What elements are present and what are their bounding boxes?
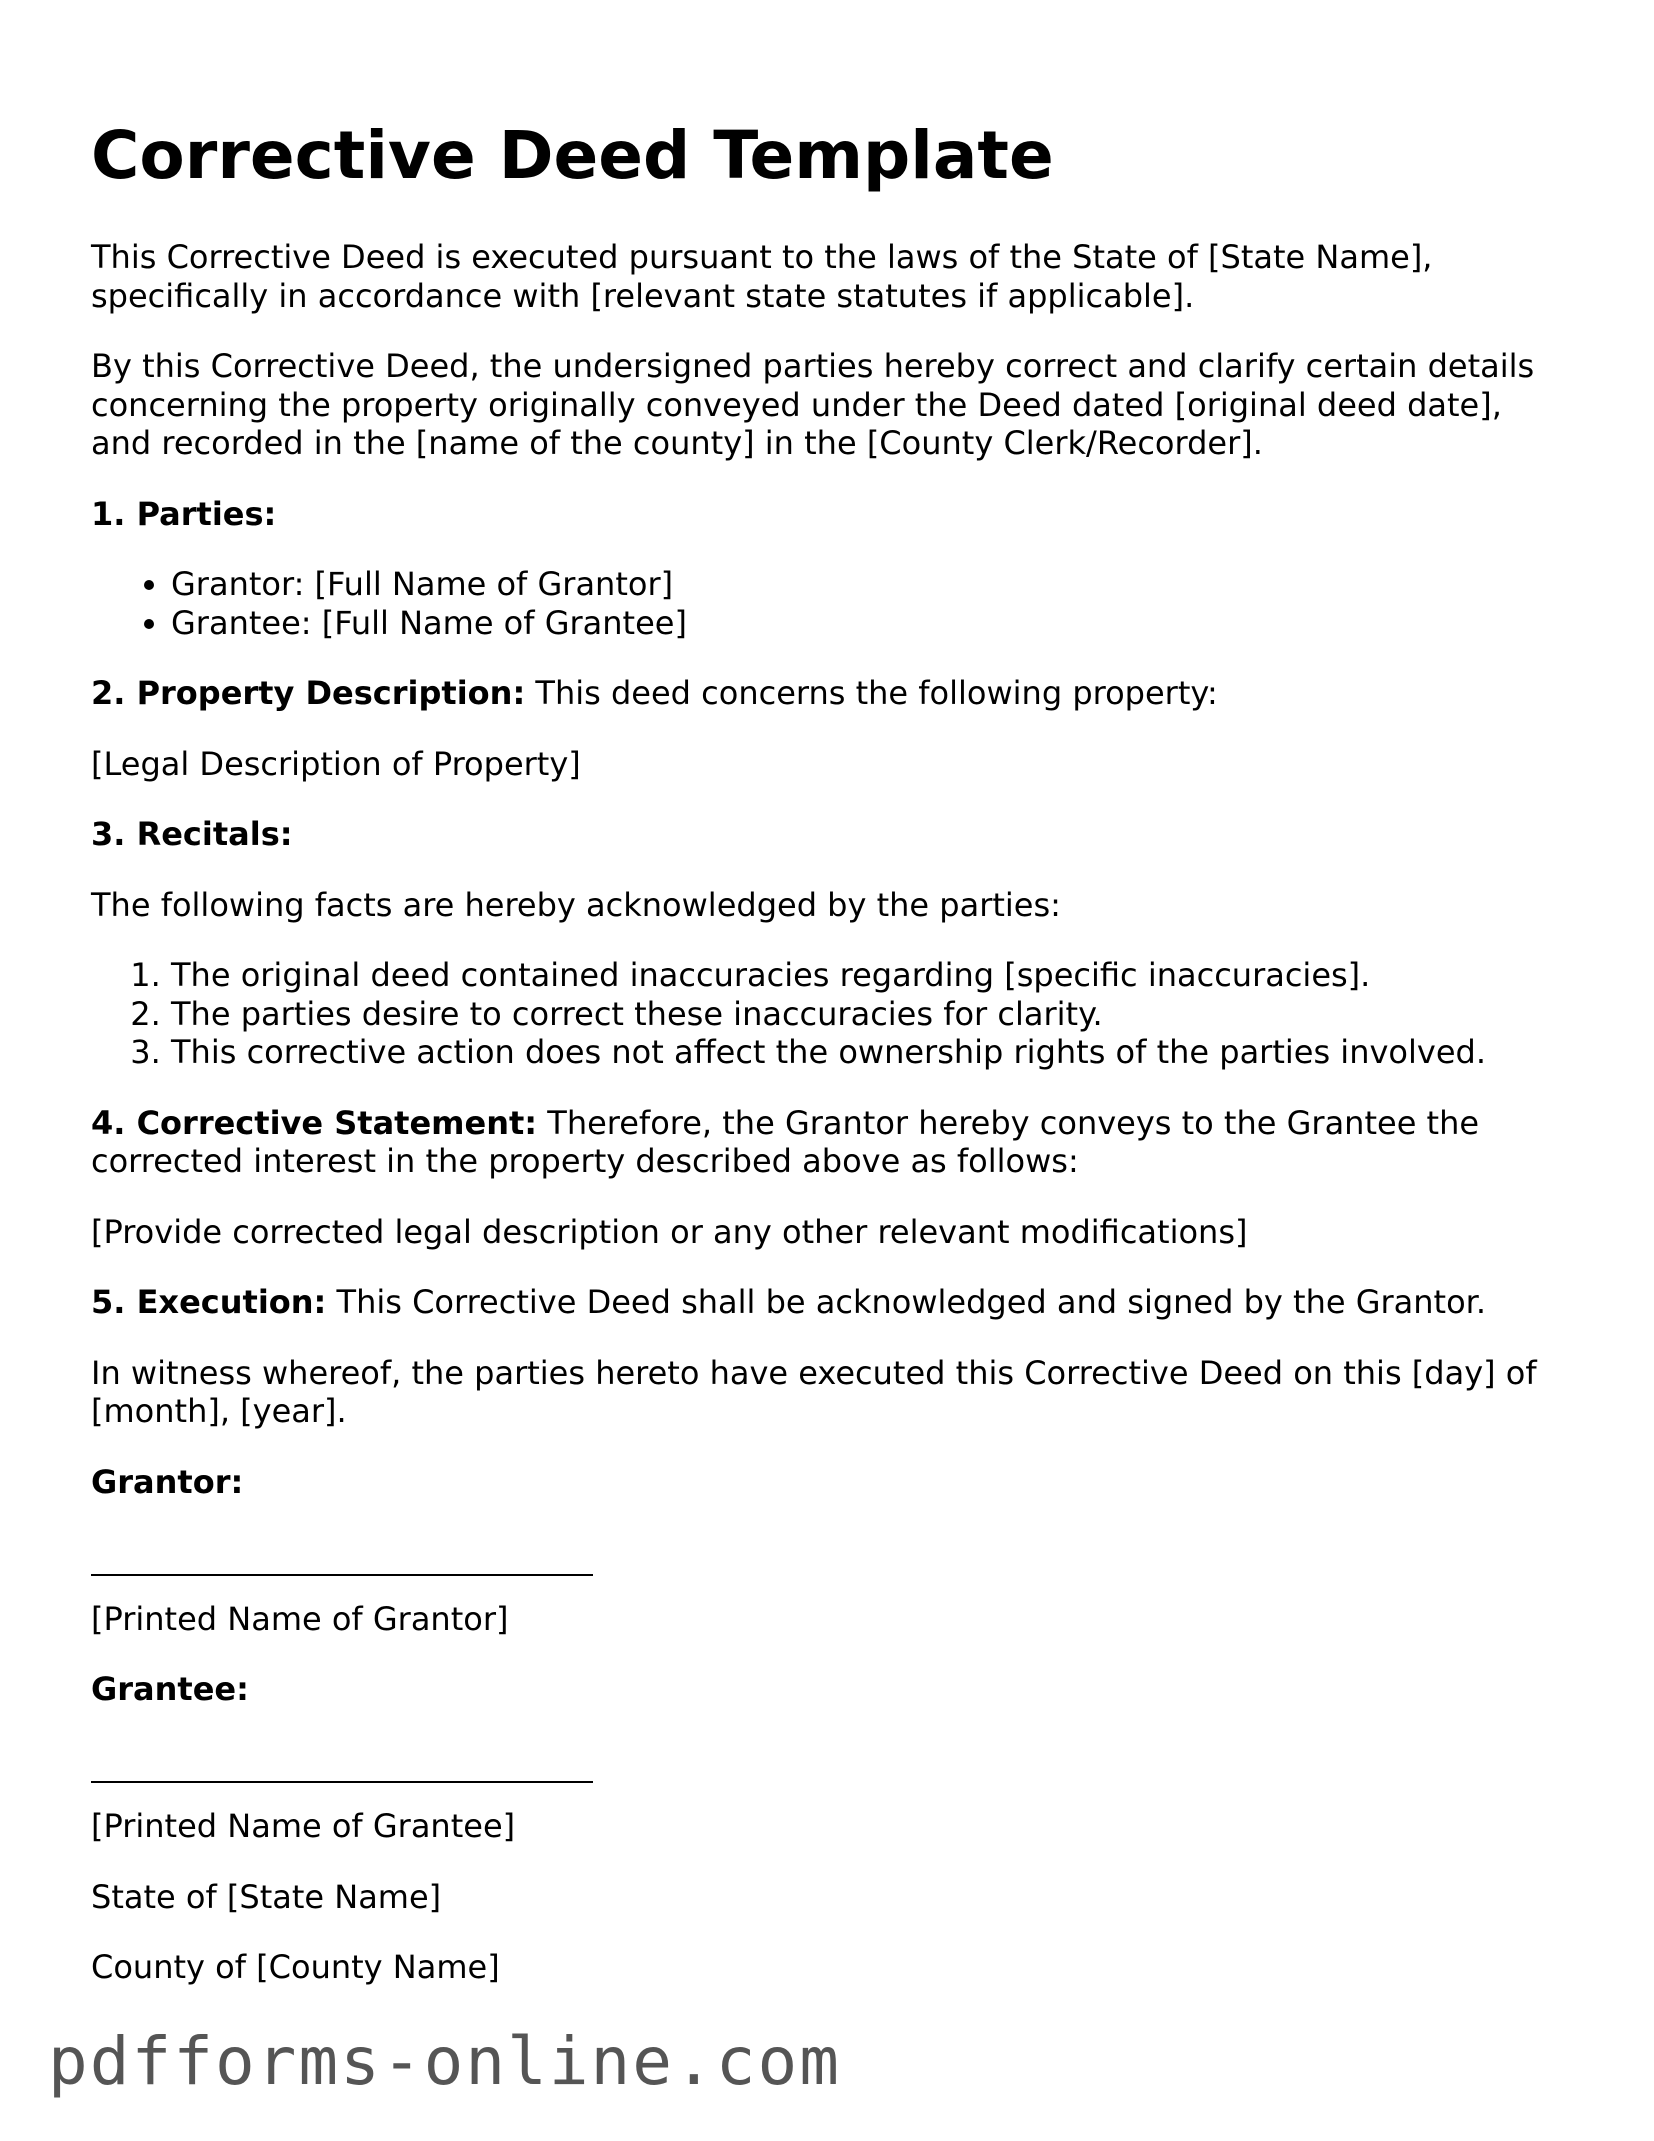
state-line: State of [State Name] — [91, 1877, 442, 1916]
witness-paragraph: In witness whereof, the parties hereto have executed this Corrective Deed on this [day] of [month], [year]. — [91, 1353, 1537, 1430]
grantee-label: Grantee: — [91, 1670, 249, 1708]
grantee-printed-name: [Printed Name of Grantee] — [91, 1807, 516, 1845]
property-description: [Legal Description of Property] — [91, 744, 581, 783]
list-item: • Grantor: [Full Name of Grantor] — [171, 565, 1571, 604]
grantee-signature-line — [91, 1749, 1571, 1788]
watermark: pdfforms-online.com — [48, 2023, 841, 2100]
list-item: 3. This corrective action does not affect the ownership rights of the parties involved. — [171, 1033, 1571, 1072]
parties-list — [91, 565, 1571, 642]
page-title: Corrective Deed Template — [91, 117, 1054, 194]
property-text: This deed concerns the following property: — [525, 674, 1218, 712]
county-line: County of [County Name] — [91, 1948, 500, 1986]
recitals-lead: The following facts are hereby acknowledged by the parties: — [91, 885, 1061, 924]
preamble-paragraph: By this Corrective Deed, the undersigned parties hereby correct and clarify certain details concerning the property originally conveyed under the Deed dated [original deed date], and recorded in the [name of the county] in the [County Clerk/Recorder]. — [91, 347, 1535, 462]
execution-section — [91, 1283, 1571, 1322]
document-page — [91, 108, 1571, 2019]
grantor-label: Grantor: — [91, 1462, 244, 1501]
intro-paragraph: This Corrective Deed is executed pursuant to the laws of the State of [State Name], specifically in accordance with [relevant state statutes if applicable]. — [91, 238, 1433, 315]
corrective-section — [91, 1104, 1571, 1181]
corrective-details: [Provide corrected legal description or any other relevant modifications] — [91, 1212, 1248, 1251]
property-section — [91, 674, 1571, 713]
list-item: • Grantee: [Full Name of Grantee] — [171, 604, 1571, 643]
execution-heading: 5. Execution: — [91, 1283, 327, 1321]
grantor-signature-line — [91, 1541, 1571, 1580]
list-item: 2. The parties desire to correct these inaccuracies for clarity. — [171, 995, 1571, 1034]
recitals-list — [91, 956, 1571, 1072]
corrective-heading: 4. Corrective Statement: — [91, 1103, 538, 1142]
corrective-text: Therefore, the Grantor hereby conveys to the Grantee the corrected interest in the property described above as follows: — [91, 1103, 1480, 1180]
execution-text: This Corrective Deed shall be acknowledged and signed by the Grantor. — [326, 1283, 1487, 1321]
list-item: 1. The original deed contained inaccuracies regarding [specific inaccuracies]. — [171, 956, 1571, 995]
property-heading: 2. Property Description: — [91, 674, 526, 712]
grantor-printed-name: [Printed Name of Grantor] — [91, 1599, 509, 1638]
parties-heading: 1. Parties: — [91, 494, 277, 533]
recitals-heading: 3. Recitals: — [91, 815, 293, 853]
